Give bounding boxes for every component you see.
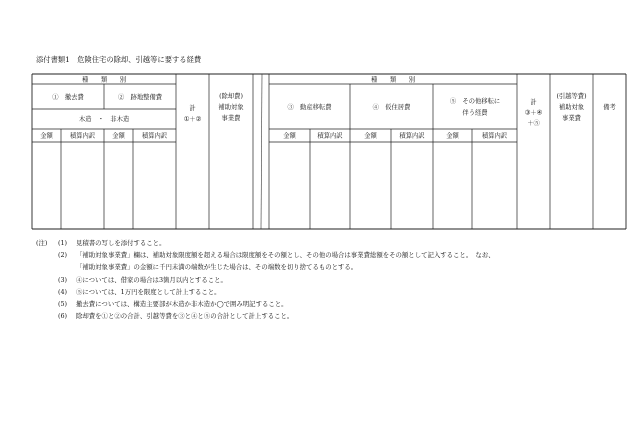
right-subsidy-label: 補助対象 <box>558 104 585 111</box>
left-subtotal-label: 計 <box>189 105 196 112</box>
left-breakdown-2: 積算内訳 <box>141 132 168 140</box>
note-number: (5) <box>58 299 68 308</box>
right-subtotal-formula: ③＋④ <box>524 109 543 117</box>
note-text: 見積書の写しを添付すること。 <box>76 239 166 247</box>
col-removal: ① 撤去費 <box>52 94 84 101</box>
left-subsidy-label-2: 事業費 <box>221 115 241 122</box>
note-text: 「補助対象事業費」欄は、補助対象限度額を超える場合は限度額をその額とし、その他の場合は事業費総額をその額として記入すること。 なお、 <box>76 251 495 260</box>
right-amount-5: 金額 <box>446 132 459 140</box>
structure-choice: 木造 ・ 非木造 <box>78 116 130 123</box>
left-group-header: 種 類 別 <box>81 76 127 84</box>
note-number: (2) <box>58 251 68 260</box>
col-temp-housing: ④ 仮住居費 <box>372 104 411 111</box>
note-text: 撤去費については、構造主要部が木造か非木造か◯で囲み明記すること。 <box>76 299 288 308</box>
note-text: ⑤については、1万円を限度として計上すること。 <box>76 287 221 296</box>
note-text: ④については、借家の場合は3箇月以内とすること。 <box>76 275 227 284</box>
right-amount-4: 金額 <box>364 132 377 140</box>
right-breakdown-5: 積算内訳 <box>481 132 508 140</box>
note-number: (1) <box>58 239 68 247</box>
right-breakdown-3: 積算内訳 <box>317 132 343 140</box>
note-number: (3) <box>58 275 68 284</box>
remarks-header: 備考 <box>603 104 616 111</box>
left-subsidy-label: 補助対象 <box>218 104 244 111</box>
right-group-header: 種 類 別 <box>370 76 416 84</box>
col-movables: ③ 動産移転費 <box>287 104 332 111</box>
left-subtotal-formula: ①＋② <box>183 116 202 123</box>
note-number: (4) <box>58 287 68 296</box>
right-amount-3: 金額 <box>283 132 296 140</box>
left-amount-1: 金額 <box>40 132 53 140</box>
left-subsidy-type: (除却費) <box>219 93 243 100</box>
right-breakdown-4: 積算内訳 <box>399 132 425 140</box>
note-number: (6) <box>58 312 68 321</box>
col-other-moving: ⑤ その他移転に <box>449 98 501 105</box>
right-subtotal-label: 計 <box>530 99 537 106</box>
note-text-continued: 「補助対象事業費」の金額に千円未満の端数が生じた場合は、その端数を切り捨てるものとする。 <box>76 263 358 272</box>
right-subtotal-formula-2: ＋⑤ <box>527 120 540 127</box>
col-site-prep: ② 跡地整備費 <box>117 94 163 101</box>
left-amount-2: 金額 <box>112 132 125 140</box>
right-subsidy-type: (引越等費) <box>556 93 587 100</box>
notes-label: (注) <box>36 239 48 247</box>
right-subsidy-label-2: 事業費 <box>562 115 581 122</box>
document-title: 添付書類1 危険住宅の除却、引越等に要する経費 <box>36 55 202 64</box>
left-breakdown-1: 積算内訳 <box>69 132 96 140</box>
col-other-moving-2: 伴う経費 <box>462 109 488 117</box>
note-text: 除却費を①と②の合計、引越等費を③と④と⑤の合計として計上すること。 <box>76 312 294 321</box>
